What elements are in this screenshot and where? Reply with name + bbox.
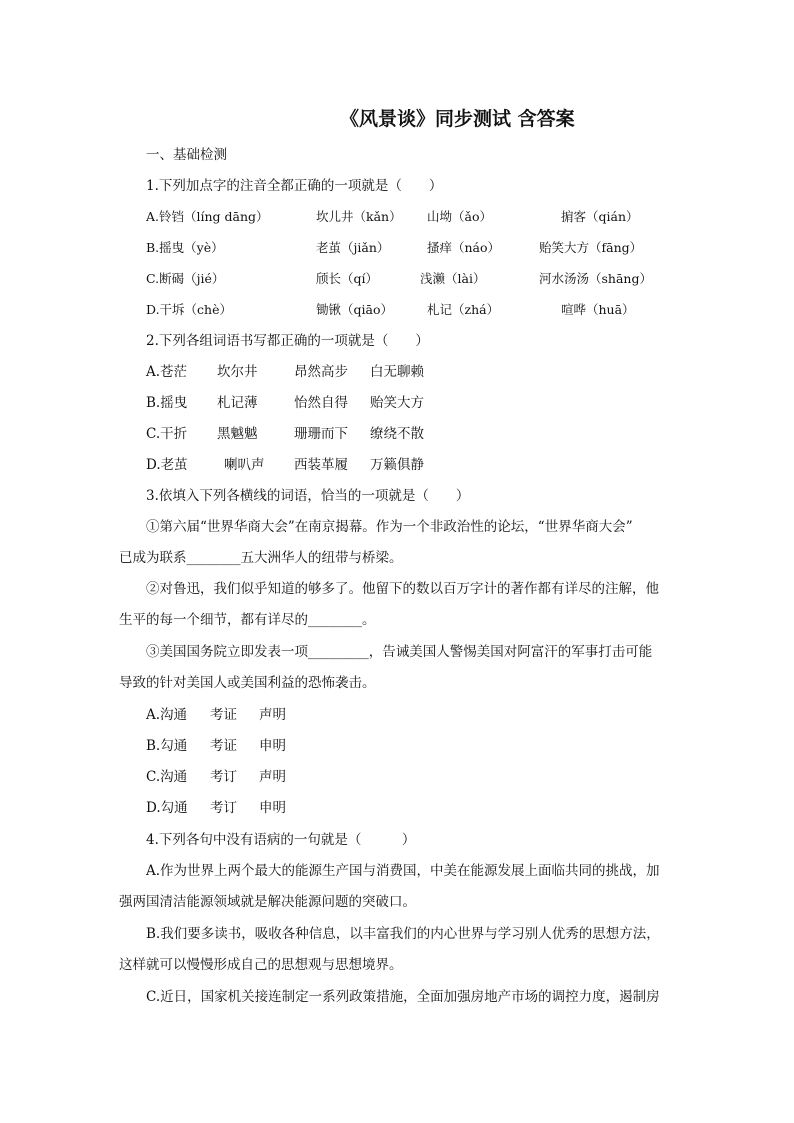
q1-option-a-3: 山坳（ǎo） xyxy=(427,209,492,224)
q2-option-c-2: 黑魆魆 xyxy=(217,426,258,442)
q2-option-b-1: B.摇曳 xyxy=(146,395,188,411)
q3-passage-3-line-1: ③美国国务院立即发表一项_________，告诫美国人警惕美国对阿富汗的军事打击可能 xyxy=(146,644,653,660)
q4-option-a-line-1: A.作为世界上两个最大的能源生产国与消费国，中美在能源发展上面临共同的挑战，加 xyxy=(146,863,660,879)
q3-option-c-3: 声明 xyxy=(259,769,286,785)
q2-option-c-3: 珊珊而下 xyxy=(294,426,348,442)
q4-option-a-line-2: 强两国清洁能源领域就是解决能源问题的突破口。 xyxy=(119,894,416,910)
q3-passage-1-line-1: ①第六届“世界华商大会”在南京揭幕。作为一个非政治性的论坛，“世界华商大会” xyxy=(146,519,633,535)
q3-passage-1-line-2: 已成为联系________五大洲华人的纽带与桥梁。 xyxy=(119,550,403,566)
q1-option-c-1: C.断碣（jié） xyxy=(146,271,225,286)
q1-option-d-1: D.干坼（chè） xyxy=(146,302,232,317)
q2-option-d-1: D.老茧 xyxy=(146,457,188,473)
section-heading: 一、基础检测 xyxy=(146,147,227,163)
q2-option-d-2: 喇叭声 xyxy=(224,457,265,473)
q2-option-b-4: 贻笑大方 xyxy=(370,395,424,411)
q4-option-c-line-1: C.近日，国家机关接连制定一系列政策措施，全面加强房地产市场的调控力度，遏制房 xyxy=(146,989,660,1005)
q3-option-d-1: D.勾通 xyxy=(146,800,188,816)
q3-option-c-2: 考订 xyxy=(210,769,237,785)
q3-option-d-2: 考订 xyxy=(210,800,237,816)
q1-option-a-2: 坎儿井（kǎn） xyxy=(316,209,402,224)
q1-option-d-2: 锄锹（qiāo） xyxy=(316,302,393,317)
q2-option-d-3: 西装革履 xyxy=(294,457,348,473)
q3-passage-3-line-2: 导致的针对美国人或美国利益的恐怖袭击。 xyxy=(119,675,376,691)
q1-option-c-2: 颀长（qí） xyxy=(316,271,378,286)
q3-option-b-3: 申明 xyxy=(259,738,286,754)
q3-passage-2-line-2: 生平的每一个细节，都有详尽的________。 xyxy=(119,612,376,628)
q1-option-b-2: 老茧（jiǎn） xyxy=(316,240,390,255)
q3-option-b-2: 考证 xyxy=(210,738,237,754)
q2-option-a-3: 昂然高步 xyxy=(294,364,348,380)
q3-option-c-1: C.沟通 xyxy=(146,769,188,785)
question-3-stem: 3.依填入下列各横线的词语，恰当的一项就是（ ） xyxy=(146,488,470,504)
q4-option-b-line-1: B.我们要多读书，吸收各种信息，以丰富我们的内心世界与学习别人优秀的思想方法， xyxy=(146,926,660,942)
q1-option-b-4: 贻笑大方（fāng） xyxy=(539,240,643,255)
q3-passage-2-line-1: ②对鲁迅，我们似乎知道的够多了。他留下的数以百万字计的著作都有详尽的注解，他 xyxy=(146,581,659,597)
q2-option-c-4: 缭绕不散 xyxy=(370,426,424,442)
question-2-stem: 2.下列各组词语书写都正确的一项就是（ ） xyxy=(146,333,429,349)
q2-option-b-3: 怡然自得 xyxy=(294,395,348,411)
q1-option-b-1: B.摇曳（yè） xyxy=(146,240,224,255)
q1-option-a-1: A.铃铛（líng dāng） xyxy=(146,209,269,224)
question-4-stem: 4.下列各句中没有语病的一句就是（ ） xyxy=(146,832,416,848)
page-title: 《风景谈》同步测试 含答案 xyxy=(340,108,575,130)
q1-option-b-3: 搔痒（náo） xyxy=(427,240,501,255)
q3-option-a-3: 声明 xyxy=(259,707,286,723)
q3-option-a-1: A.沟通 xyxy=(146,707,188,723)
q3-option-b-1: B.勾通 xyxy=(146,738,188,754)
q1-option-c-3: 浅濑（lài） xyxy=(420,271,486,286)
q2-option-a-1: A.苍茫 xyxy=(146,364,188,380)
q3-option-d-3: 申明 xyxy=(259,800,286,816)
question-1-stem: 1.下列加点字的注音全都正确的一项就是（ ） xyxy=(146,178,443,194)
q2-option-a-4: 白无聊赖 xyxy=(370,364,424,380)
q3-option-a-2: 考证 xyxy=(210,707,237,723)
q2-option-b-2: 札记薄 xyxy=(217,395,258,411)
q1-option-c-4: 河水汤汤（shāng） xyxy=(539,271,652,286)
q2-option-a-2: 坎尔井 xyxy=(217,364,258,380)
q1-option-a-4: 掮客（qián） xyxy=(561,209,639,224)
q2-option-c-1: C.干折 xyxy=(146,426,188,442)
q1-option-d-4: 喧哗（huā） xyxy=(561,302,635,317)
q2-option-d-4: 万籁俱静 xyxy=(370,457,424,473)
q1-option-d-3: 札记（zhá） xyxy=(427,302,500,317)
q4-option-b-line-2: 这样就可以慢慢形成自己的思想观与思想境界。 xyxy=(119,957,403,973)
